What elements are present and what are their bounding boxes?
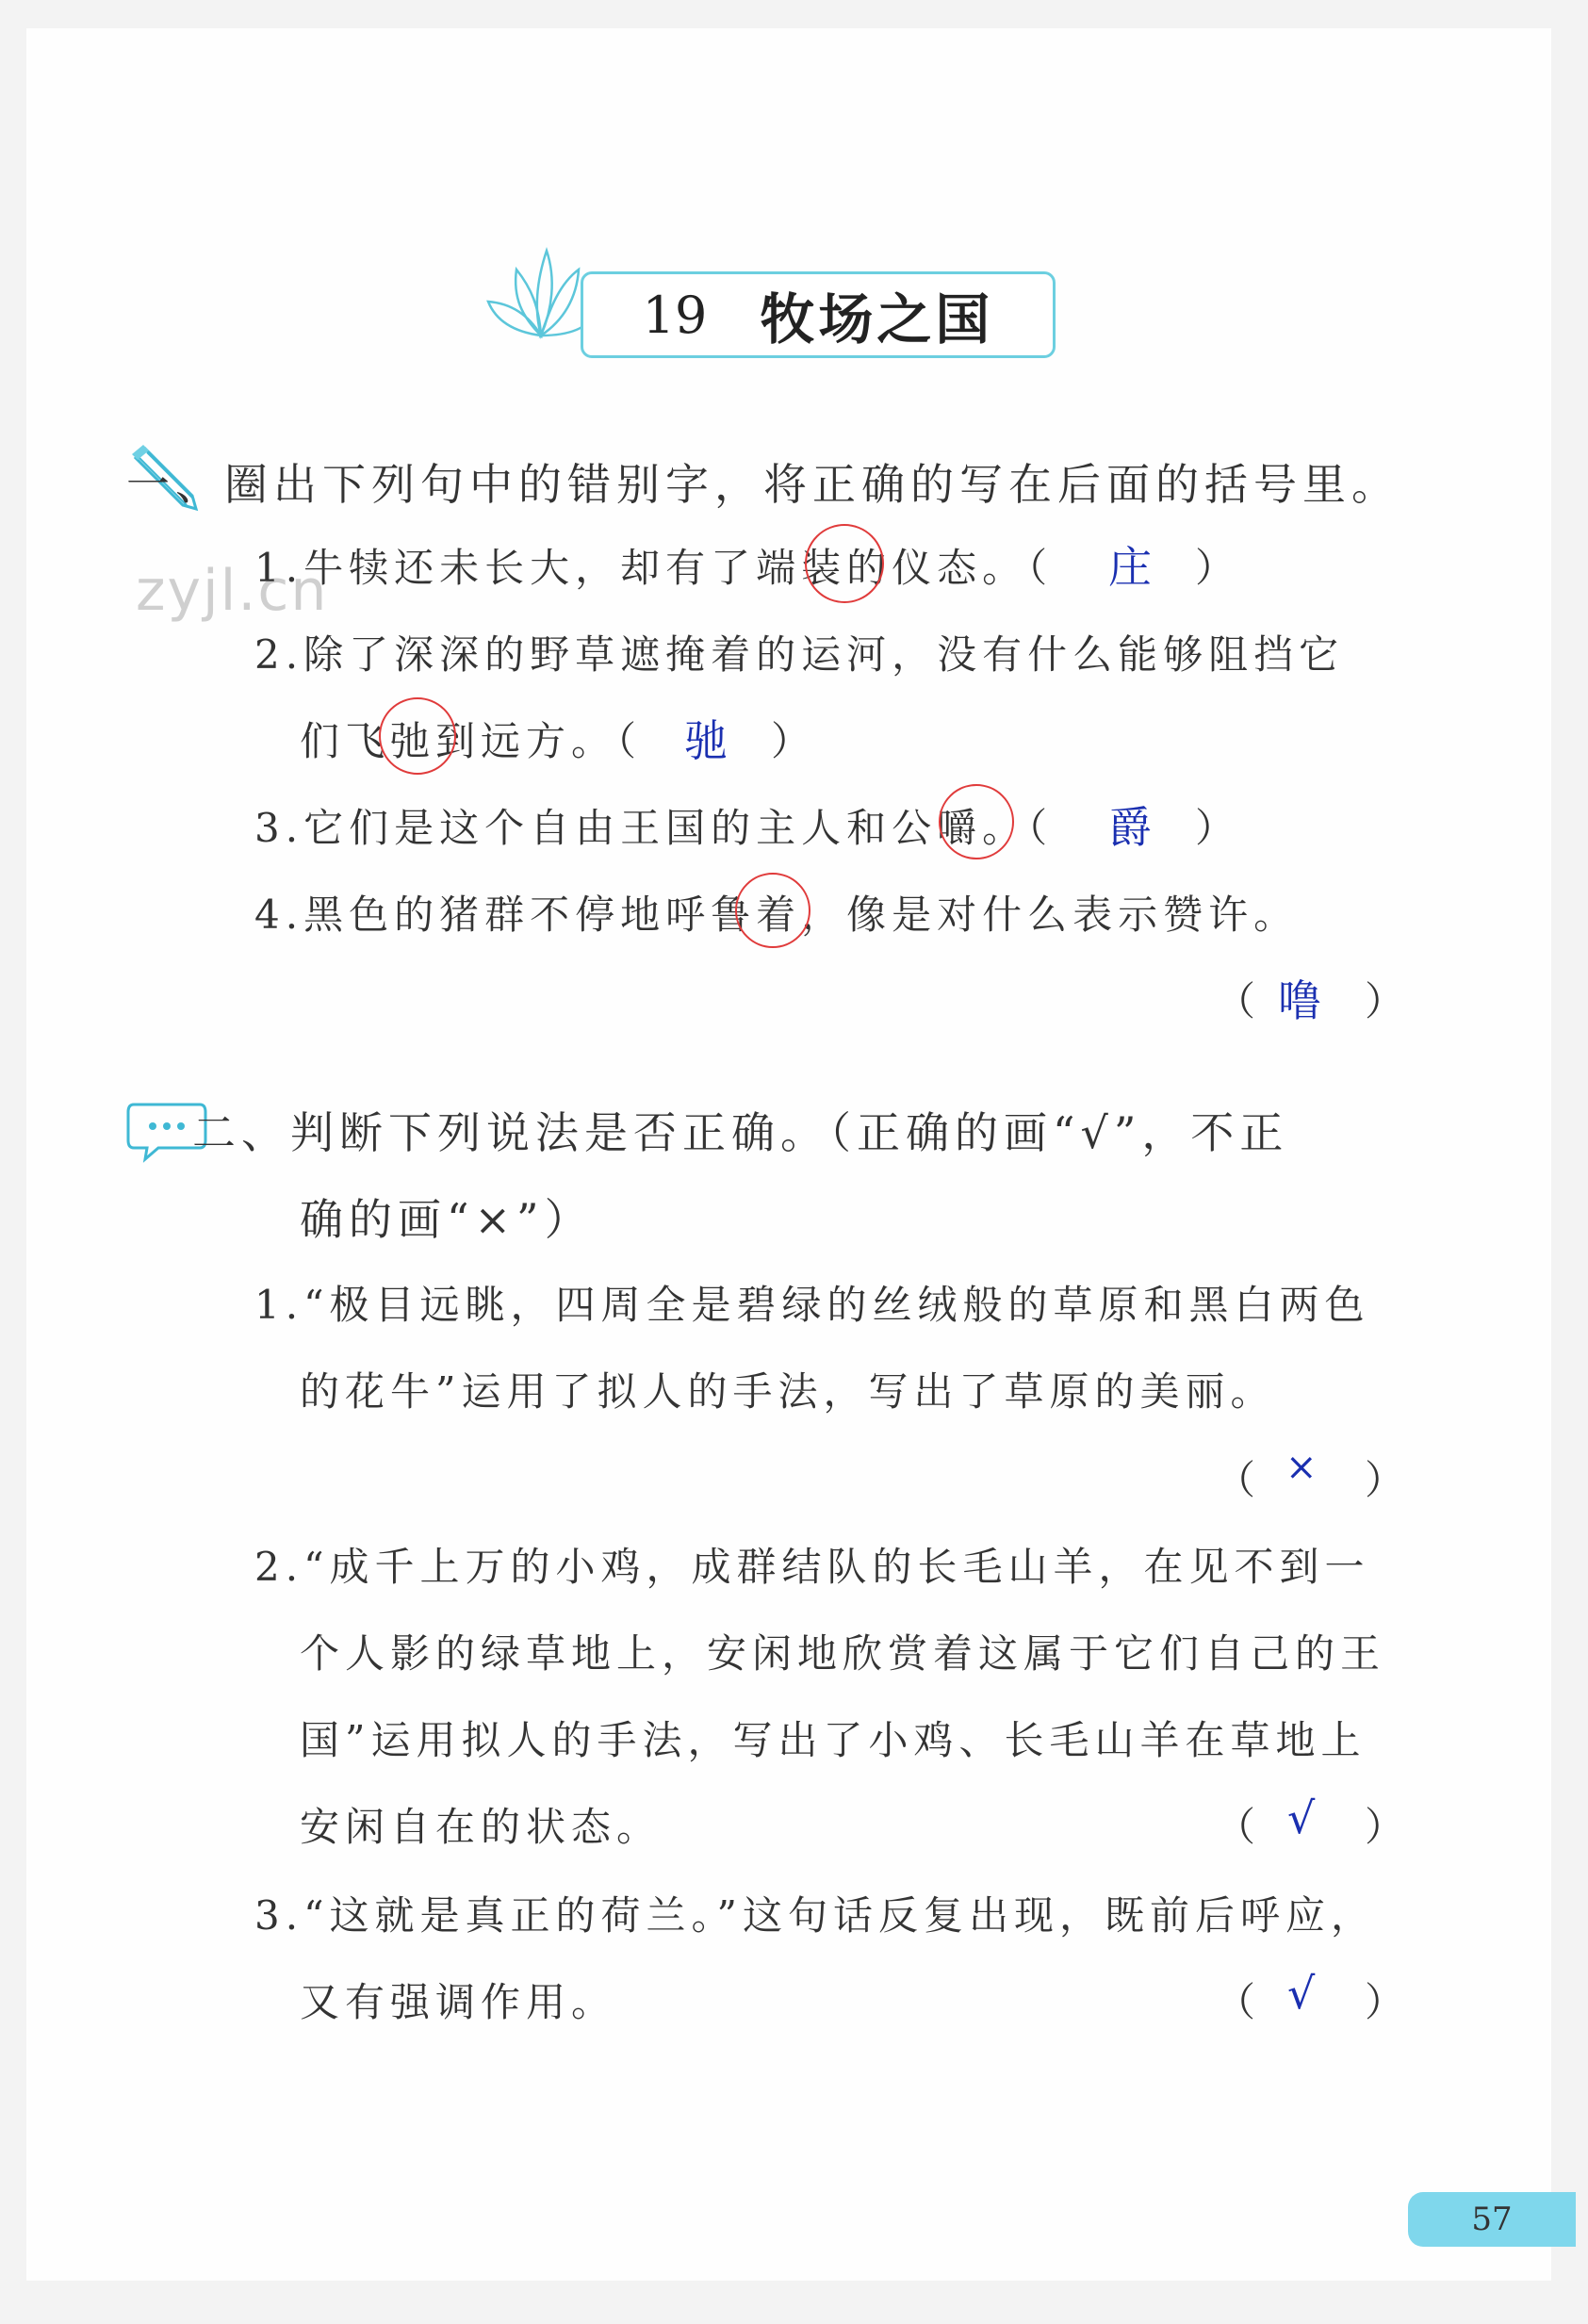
s1-item4-open: （ (1216, 978, 1262, 1024)
s1-item3-close: ） (1195, 805, 1241, 851)
s2-item2-line2: 个人影的绿草地上，安闲地欣赏着这属于它们自己的王 (300, 1630, 1386, 1677)
watermark: zyjl.cn (136, 558, 329, 624)
s2-item2-line3: 国”运用拟人的手法，写出了小鸡、长毛山羊在草地上 (300, 1717, 1367, 1763)
s2-item2-line4: 安闲自在的状态。 (300, 1804, 663, 1850)
s1-item1-answer: 庄 (1108, 542, 1157, 593)
s2-item1-line2: 的花牛”运用了拟人的手法，写出了草原的美丽。 (300, 1368, 1276, 1415)
lesson-title-box (581, 271, 1056, 358)
s1-item1-text: 1.牛犊还未长大，却有了端装的仪态。（ (254, 545, 1054, 591)
s2-item2-answer: √ (1287, 1792, 1321, 1843)
section2-heading-line1: 二、判断下列说法是否正确。（正确的画“√”，不正 (192, 1107, 1289, 1158)
s2-item1-answer: × (1285, 1446, 1323, 1489)
s1-item4-close: ） (1365, 978, 1411, 1024)
lesson-title: 牧场之国 (760, 287, 994, 352)
error-circle (939, 784, 1014, 859)
s2-item3-answer: √ (1287, 1968, 1321, 2019)
workbook-page (26, 28, 1551, 2281)
section2-heading-line2: 确的画“×”） (300, 1194, 594, 1245)
s1-item3-text: 3.它们是这个自由王国的主人和公嚼。（ (254, 805, 1054, 851)
s2-item2-close: ） (1365, 1804, 1411, 1850)
s1-item4-line1: 4.黑色的猪群不停地呼鲁着，像是对什么表示赞许。 (254, 892, 1300, 938)
error-circle (805, 524, 884, 603)
page-number: 57 (1408, 2192, 1576, 2247)
section1-heading: 一、圈出下列句中的错别字，将正确的写在后面的括号里。 (126, 459, 1400, 510)
s2-item2-line1: 2.“成千上万的小鸡，成群结队的长毛山羊，在见不到一 (254, 1544, 1370, 1590)
s2-item1-line1: 1.“极目远眺，四周全是碧绿的丝绒般的草原和黑白两色 (254, 1282, 1370, 1328)
s1-item1-close: ） (1195, 545, 1241, 591)
error-circle (735, 873, 810, 948)
s1-item2-answer: 驰 (684, 715, 733, 766)
s2-item1-open: （ (1216, 1457, 1262, 1503)
s1-item2-line1: 2.除了深深的野草遮掩着的运河，没有什么能够阻挡它 (254, 631, 1345, 678)
s2-item1-close: ） (1365, 1457, 1411, 1503)
s2-item3-close: ） (1365, 1979, 1411, 2025)
s2-item3-line2: 又有强调作用。 (300, 1979, 617, 2025)
s1-item2-line2: 们飞弛到远方。（ (300, 718, 643, 764)
s1-item3-answer: 爵 (1108, 802, 1157, 853)
error-circle (379, 697, 456, 775)
s2-item3-line1: 3.“这就是真正的荷兰。”这句话反复出现，既前后呼应， (254, 1892, 1377, 1939)
s1-item2-close: ） (771, 718, 817, 764)
s1-item4-answer: 噜 (1278, 975, 1327, 1026)
lesson-number: 19 (642, 285, 708, 345)
s2-item2-open: （ (1216, 1804, 1262, 1850)
s2-item3-open: （ (1216, 1979, 1262, 2025)
